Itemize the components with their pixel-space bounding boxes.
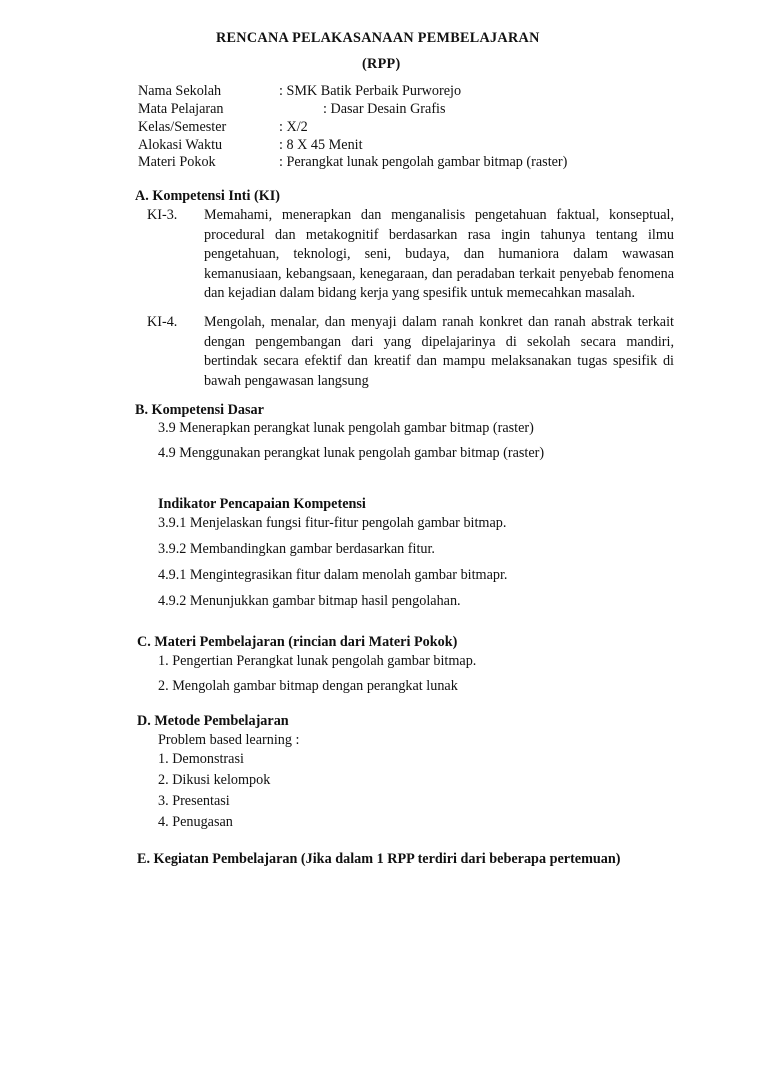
- identity-label-time: Alokasi Waktu: [138, 137, 223, 153]
- section-b-heading: B. Kompetensi Dasar: [135, 402, 264, 418]
- identity-label-school: Nama Sekolah: [138, 83, 222, 99]
- identity-label-subject: Mata Pelajaran: [138, 101, 224, 117]
- material-item: 1. Pengertian Perangkat lunak pengolah gambar bitmap.: [158, 653, 477, 669]
- section-a-heading: A. Kompetensi Inti (KI): [135, 188, 281, 204]
- indicator-item: 3.9.2 Membandingkan gambar berdasarkan fitur.: [158, 541, 435, 557]
- method-intro: Problem based learning :: [158, 732, 300, 748]
- section-d-heading: D. Metode Pembelajaran: [137, 713, 289, 729]
- indicator-item: 3.9.1 Menjelaskan fungsi fitur-fitur pengolah gambar bitmap.: [158, 515, 507, 531]
- identity-value-material: : Perangkat lunak pengolah gambar bitmap (raster): [279, 154, 568, 170]
- identity-value-subject: : Dasar Desain Grafis: [323, 101, 446, 117]
- ki4-code: KI-4.: [147, 314, 178, 330]
- method-item: 3. Presentasi: [158, 793, 230, 809]
- method-item: 1. Demonstrasi: [158, 751, 244, 767]
- ki3-text: Memahami, menerapkan dan menganalisis pengetahuan faktual, konseptual, procedural dan metakognitif berdasarkan rasa ingin tahunya tentang ilmu pengetahuan, teknologi, seni, budaya, dan humaniora dalam wawasan kemanusiaan, kebangsaan, kenegaraan, dan peradaban terkait penyebab fenomena dan kejadian dalam bidang kerja yang spesifik untuk memecahkan masalah.: [204, 207, 674, 302]
- indicator-item: 4.9.2 Menunjukkan gambar bitmap hasil pengolahan.: [158, 593, 461, 609]
- kd-item-4-9: 4.9 Menggunakan perangkat lunak pengolah gambar bitmap (raster): [158, 445, 545, 461]
- method-item: 4. Penugasan: [158, 814, 233, 830]
- section-c-heading: C. Materi Pembelajaran (rincian dari Materi Pokok): [137, 634, 458, 650]
- ki4-text: Mengolah, menalar, dan menyaji dalam ranah konkret dan ranah abstrak terkait dengan pengembangan dari yang dipelajarinya di sekolah secara mandiri, bertindak secara efektif dan kreatif dan mampu melaksanakan tugas spesifik di bawah pengawasan langsung: [204, 314, 674, 389]
- identity-value-class: : X/2: [279, 119, 308, 135]
- document-subtitle: (RPP): [362, 56, 401, 72]
- indicator-item: 4.9.1 Mengintegrasikan fitur dalam menolah gambar bitmapr.: [158, 567, 508, 583]
- method-item: 2. Dikusi kelompok: [158, 772, 271, 788]
- material-item: 2. Mengolah gambar bitmap dengan perangkat lunak: [158, 678, 458, 694]
- document-title: RENCANA PELAKASANAAN PEMBELAJARAN: [216, 30, 540, 46]
- identity-label-material: Materi Pokok: [138, 154, 216, 170]
- ki3-code: KI-3.: [147, 207, 178, 223]
- section-e-heading: E. Kegiatan Pembelajaran (Jika dalam 1 RPP terdiri dari beberapa pertemuan): [137, 851, 621, 867]
- identity-value-school: : SMK Batik Perbaik Purworejo: [279, 83, 462, 99]
- kd-item-3-9: 3.9 Menerapkan perangkat lunak pengolah gambar bitmap (raster): [158, 420, 534, 436]
- indicator-heading: Indikator Pencapaian Kompetensi: [158, 496, 366, 512]
- identity-value-time: : 8 X 45 Menit: [279, 137, 363, 153]
- identity-label-class: Kelas/Semester: [138, 119, 227, 135]
